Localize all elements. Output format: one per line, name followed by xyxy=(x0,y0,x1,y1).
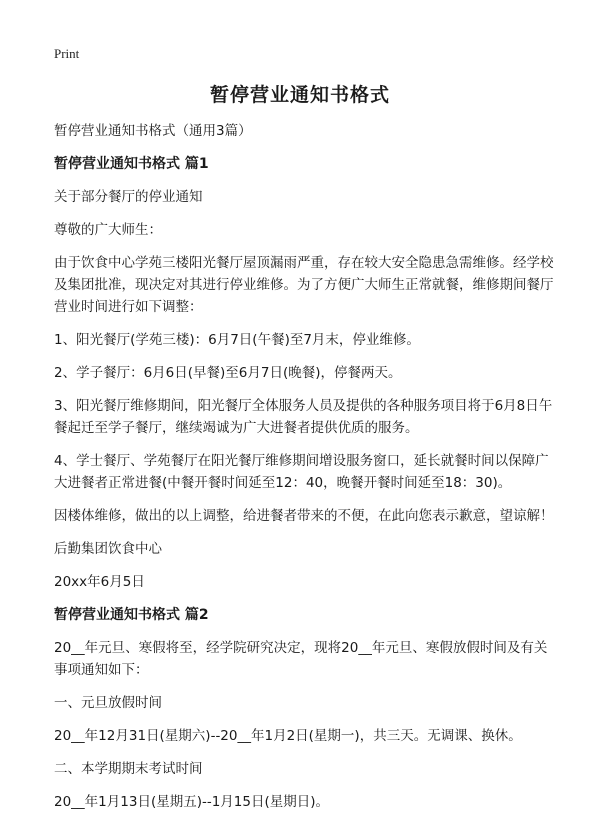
notice-item-3: 3、阳光餐厅维修期间，阳光餐厅全体服务人员及提供的各种服务项目将于6月8日午餐起迁至学子餐厅，继续竭诚为广大进餐者提供优质的服务。 xyxy=(54,398,553,436)
holiday-part-1-title: 一、元旦放假时间 xyxy=(54,695,162,711)
notice-item-4: 4、学士餐厅、学苑餐厅在阳光餐厅维修期间增设服务窗口，延长就餐时间以保障广大进餐者正常进餐(中餐开餐时间延至12：40，晚餐开餐时间延至18：30)。 xyxy=(54,453,549,491)
section-heading-2: 暂停营业通知书格式 篇2 xyxy=(54,607,209,623)
holiday-part-2-title: 二、本学期期末考试时间 xyxy=(54,761,203,777)
notice-apology: 因楼体维修，做出的以上调整，给进餐者带来的不便，在此向您表示歉意，望谅解！ xyxy=(54,508,554,524)
document-subtitle: 暂停营业通知书格式（通用3篇） xyxy=(54,123,252,139)
notice-date: 20xx年6月5日 xyxy=(54,574,145,590)
notice-title: 关于部分餐厅的停业通知 xyxy=(54,189,203,205)
print-label[interactable]: Print xyxy=(54,46,80,61)
document-title: 暂停营业通知书格式 xyxy=(209,84,390,106)
document-body xyxy=(54,120,554,824)
holiday-part-1-text: 20__年12月31日(星期六)--20__年1月2日(星期一)，共三天。无调课、换休。 xyxy=(54,728,522,744)
holiday-intro: 20__年元旦、寒假将至，经学院研究决定，现将20__年元旦、寒假放假时间及有关事项通知如下： xyxy=(54,640,548,678)
notice-intro: 由于饮食中心学苑三楼阳光餐厅屋顶漏雨严重，存在较大安全隐患急需维修。经学校及集团批准，现决定对其进行停业维修。为了方便广大师生正常就餐，维修期间餐厅营业时间进行如下调整： xyxy=(54,255,554,315)
section-heading-1: 暂停营业通知书格式 篇1 xyxy=(54,156,209,172)
holiday-part-2-text: 20__年1月13日(星期五)--1月15日(星期日)。 xyxy=(54,794,330,810)
salutation: 尊敬的广大师生： xyxy=(54,222,162,238)
notice-signature: 后勤集团饮食中心 xyxy=(54,541,162,557)
notice-item-2: 2、学子餐厅：6月6日(早餐)至6月7日(晚餐)，停餐两天。 xyxy=(54,365,402,381)
notice-item-1: 1、阳光餐厅(学苑三楼)：6月7日(午餐)至7月末，停业维修。 xyxy=(54,332,420,348)
